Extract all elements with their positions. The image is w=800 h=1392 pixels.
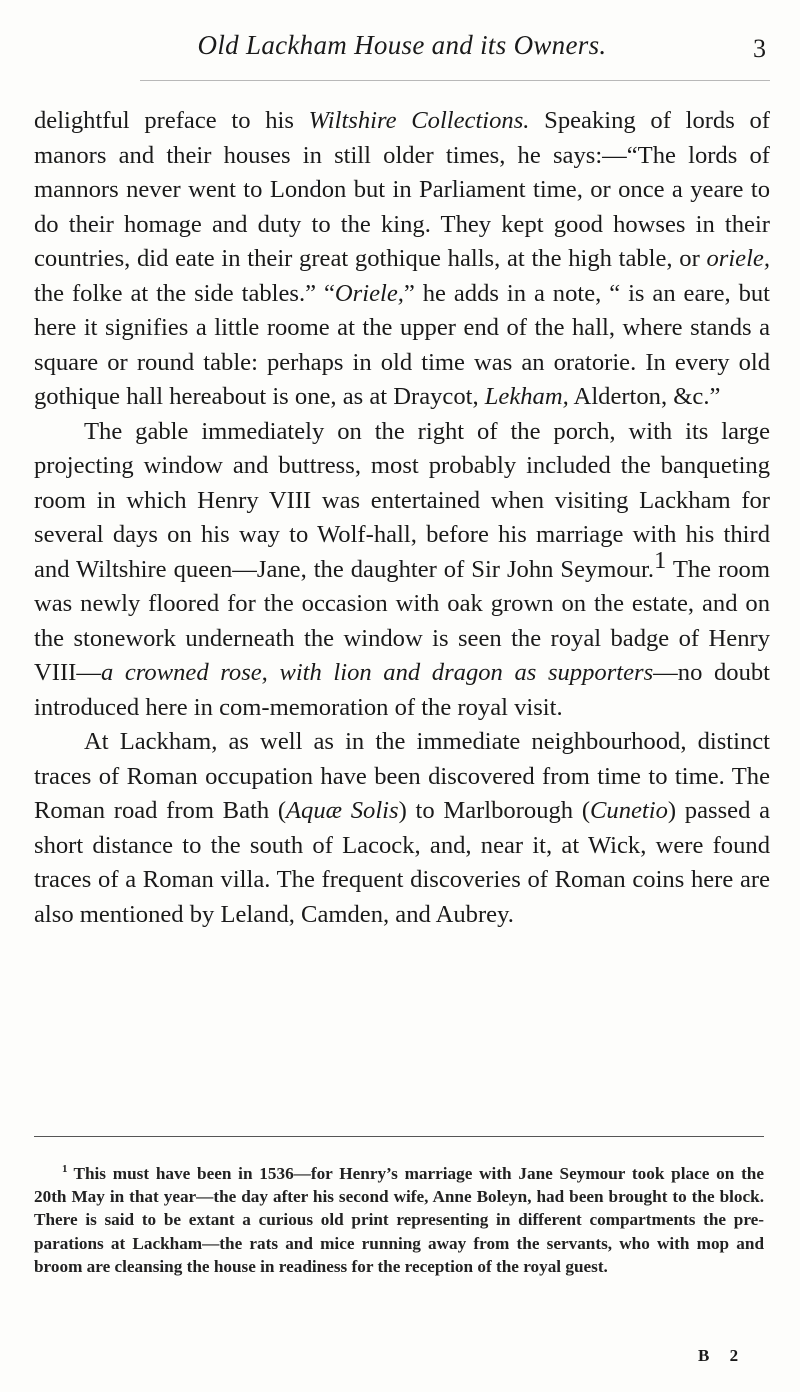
italic-text: Lekham,: [484, 383, 569, 410]
text-segment: delightful preface to his: [34, 107, 309, 134]
italic-text: Wiltshire Collections.: [308, 107, 530, 134]
footnote: [34, 1162, 764, 1278]
text-segment: The room was newly floored for the occasion with oak grown on the estate, and on the stonework underneath the window is seen the royal badge of Henry VIII—: [34, 555, 770, 686]
paragraph-2: [34, 415, 770, 726]
text-segment: At Lackham, as well as in the immediate neighbourhood, distinct traces of Roman occupation have been discovered from time to time. The Roman road from Bath (: [34, 728, 770, 824]
page-number: 3: [753, 34, 766, 63]
header-rule: [140, 80, 770, 81]
footnote-text: This must have been in 1536—for Henry’s marriage with Jane Seymour took place on the 20th May in that year—the day after his second wife, Anne Boleyn, had been brought to the block. There is said to be extant a curious old print representing in different compartments the pre-parations at Lackham—the rats and mice running away from the servants, who with mop and broom are cleansing the house in readiness for the reception of the royal guest.: [34, 1164, 764, 1276]
text-segment: ) to Marlborough (: [398, 797, 591, 824]
text-segment: Speaking of lords of manors and their houses in still older times, he says:—“The lords of mannors never went to London but in Parliament time, or once a yeare to do their homage and duty to the king. They kept good howses in their countries, did eate in their great gothique halls, at the high table, or: [34, 107, 770, 272]
text-segment: Alderton, &c.”: [568, 383, 721, 410]
running-header: [34, 30, 770, 70]
text-segment: the folke at the side tables.” “: [34, 279, 335, 307]
paragraph-3: [34, 725, 770, 932]
italic-text: oriele,: [706, 245, 770, 272]
italic-text: Oriele,: [334, 279, 404, 307]
italic-text: Aquæ Solis: [286, 797, 399, 824]
paragraph-1: [34, 104, 770, 415]
text-segment: —no doubt introduced here in com-memoration of the royal visit.: [34, 659, 770, 721]
footnote-reference: 1: [654, 546, 667, 574]
footnote-marker: 1: [62, 1163, 68, 1176]
footnote-rule: [34, 1136, 764, 1137]
italic-text: Cunetio: [590, 797, 668, 824]
italic-text: a crowned rose, with lion and dragon as supporters: [100, 659, 654, 686]
text-segment: ) passed a short distance to the south of Lacock, and, near it, at Wick, were found traces of a Roman villa. The frequent discoveries of Roman coins here are also mentioned by Leland, Camden, and Aubrey.: [34, 797, 770, 928]
signature-mark: B 2: [698, 1346, 747, 1365]
text-segment: ” he adds in a note, “ is an eare, but here it signifies a little roome at the upper end of the hall, where stands a square or round table: perhaps in old time was an oratorie. In every old gothique hall hereabout is one, as at Draycot,: [34, 279, 770, 410]
body-text: [34, 104, 770, 932]
running-title: Old Lackham House and its Owners.: [197, 30, 607, 60]
text-segment: The gable immediately on the right of the porch, with its large projecting window and buttress, most probably included the banqueting room in which Henry VIII was entertained when visiting Lackham for several days on his way to Wolf-hall, before his marriage with his third and Wiltshire queen—Jane, the daughter of Sir John Seymour.: [34, 417, 770, 583]
